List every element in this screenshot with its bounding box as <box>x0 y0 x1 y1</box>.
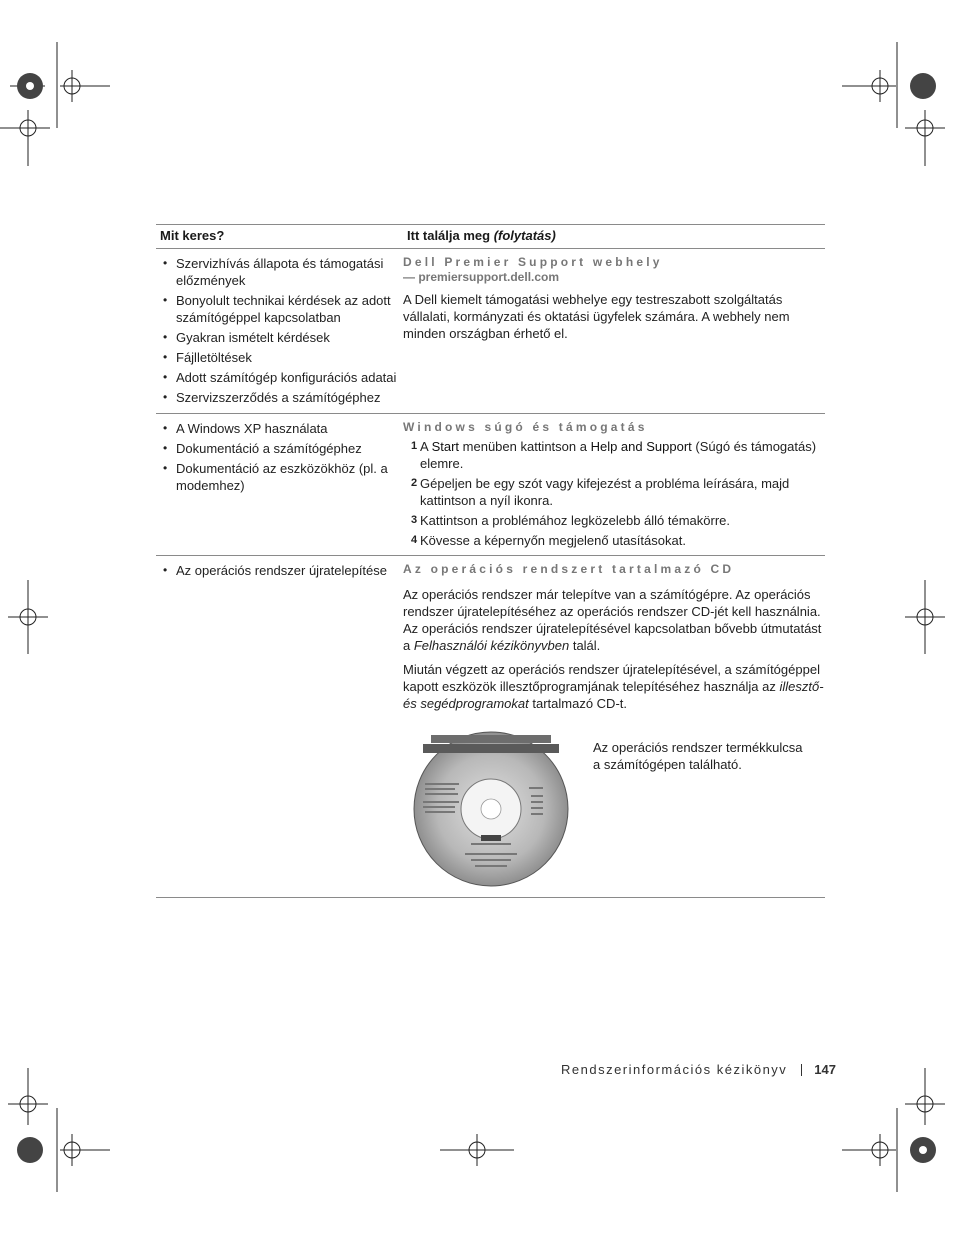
header-left: Mit keres? <box>160 228 225 243</box>
text-run: Miután végzett az operációs rendszer újratelepítésével, a számítógéppel kapott eszközök illesztőprogramjának telepítéséhez használja az <box>403 662 820 694</box>
cd-figure <box>403 719 825 897</box>
ui-term-help: Help and Support <box>590 439 692 454</box>
section-heading: Windows súgó és támogatás <box>403 420 648 434</box>
text-run-italic: illesztő- és segédprogramokat <box>403 679 824 711</box>
step-number: 2 <box>411 477 418 489</box>
step-number: 3 <box>411 514 418 526</box>
list-item: • Bonyolult technikai kérdések az adott számítógéppel kapcsolatban <box>156 292 403 326</box>
section-text <box>403 586 825 654</box>
info-table <box>156 224 825 898</box>
list-item: • Szervizhívás állapota és támogatási előzmények <box>156 255 403 289</box>
step-item <box>403 475 825 509</box>
steps-list <box>403 438 825 549</box>
page-number: 147 <box>814 1062 836 1077</box>
list-item: • Adott számítógép konfigurációs adatai <box>156 369 403 386</box>
list-item: • Gyakran ismételt kérdések <box>156 329 403 346</box>
section-text: A Dell kiemelt támogatási webhelye egy testreszabott szolgáltatás vállalati, kormányzati és oktatási ügyfelek számára. A webhely nem minden országban érhető el. <box>403 292 790 341</box>
list-item: • Fájlletöltések <box>156 349 403 366</box>
bullet-list <box>156 556 403 586</box>
text-run: tartalmazó CD-t. <box>528 696 627 711</box>
header-right-italic: (folytatás) <box>493 228 556 243</box>
cd-disc-image <box>413 731 569 887</box>
step-number: 1 <box>411 440 418 452</box>
step-item <box>403 532 825 549</box>
step-text: Kattintson a problémához legközelebb álló témakörre. <box>420 513 731 528</box>
step-text: (Súgó és támogatás) elemre. <box>420 439 817 471</box>
list-item: • Dokumentáció az eszközökhöz (pl. a modemhez) <box>156 460 403 494</box>
section-heading: Dell Premier Support webhely <box>403 255 663 269</box>
table-row <box>156 556 825 898</box>
text-run: Az operációs rendszer már telepítve van a számítógépre. Az operációs rendszer újratelepítéséhez az operációs rendszer CD-jét kell használnia. Az operációs rendszer újratelepítésével kapcsolatban bővebb útmutatást a <box>403 587 822 653</box>
header-right <box>407 225 825 248</box>
step-text: menüben kattintson a <box>459 439 591 454</box>
step-text: Gépeljen be egy szót vagy kifejezést a probléma leírására, majd kattintson a nyíl ikonra. <box>420 476 790 508</box>
text-run-italic: Felhasználói kézikönyvben <box>413 638 570 653</box>
ui-term-start: Start <box>431 439 460 454</box>
step-item <box>403 438 825 472</box>
footer-separator <box>801 1064 802 1076</box>
step-item <box>403 512 825 529</box>
page-footer <box>561 1062 836 1077</box>
step-text: A <box>420 439 432 454</box>
bullet-list <box>156 414 403 501</box>
header-right-main: Itt találja meg <box>407 228 494 243</box>
step-text: Kövesse a képernyőn megjelenő utasításokat. <box>420 533 686 548</box>
section-text <box>403 661 825 712</box>
table-row <box>156 249 825 414</box>
list-item: • Az operációs rendszer újratelepítése <box>156 562 403 579</box>
list-item: • Dokumentáció a számítógéphez <box>156 440 403 457</box>
step-number: 4 <box>411 534 418 546</box>
section-heading: Az operációs rendszert tartalmazó CD <box>403 562 735 576</box>
table-row <box>156 414 825 556</box>
text-run: talál. <box>569 638 601 653</box>
table-header-row <box>156 225 825 249</box>
section-subheading: — premiersupport.dell.com <box>403 270 560 284</box>
footer-title: Rendszerinformációs kézikönyv <box>561 1062 788 1077</box>
list-item: • A Windows XP használata <box>156 420 403 437</box>
list-item: • Szervizszerződés a számítógéphez <box>156 389 403 406</box>
cd-note: Az operációs rendszer termékkulcsa a számítógépen található. <box>593 740 803 772</box>
bullet-list <box>156 249 403 413</box>
